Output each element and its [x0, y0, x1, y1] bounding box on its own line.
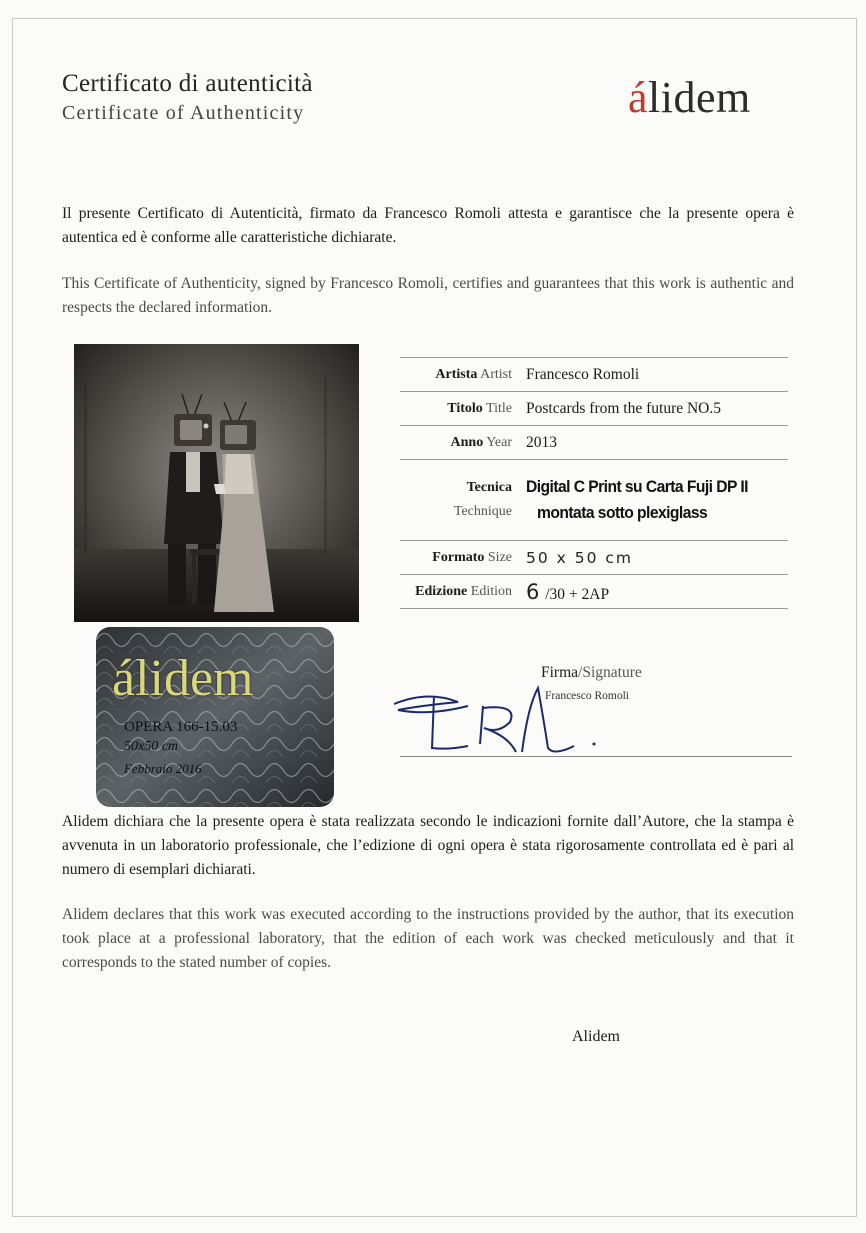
edition-value: [526, 580, 788, 604]
declaration-english: Alidem declares that this work was executed according to the instructions provided by the author, that its execution took place at a professional laboratory, that the edition of each work was checked meticulously and that it corresponds to the stated number of copies.: [62, 906, 794, 971]
hologram-sticker: [96, 627, 334, 807]
artist-value: Francesco Romoli: [526, 365, 640, 383]
hologram-line-1: OPERA 166-15.03: [124, 719, 238, 735]
title-value: Postcards from the future NO.5: [526, 399, 721, 417]
edition-label: Edizione Edition: [415, 583, 512, 599]
signature-line: [400, 756, 792, 757]
title-row: [400, 391, 788, 425]
hologram-line-3: Febbraio 2016: [124, 761, 202, 776]
hologram-logo: álidem: [112, 650, 254, 707]
technique-row: [400, 459, 788, 540]
signoff: Alidem: [572, 1028, 620, 1045]
size-row: [400, 540, 788, 574]
size-value: 50 x 50 cm: [526, 548, 634, 567]
intro-english: This Certificate of Authenticity, signed by Francesco Romoli, certifies and guarantees that this work is authentic and respects the declared information.: [62, 275, 794, 316]
alidem-logo: [628, 72, 751, 123]
technique-value: [526, 474, 788, 526]
artist-row: [400, 357, 788, 391]
logo-text: lidem: [648, 73, 751, 122]
logo-accent: á: [628, 73, 649, 122]
edition-total: /30 + 2AP: [545, 585, 610, 603]
size-label: Formato Size: [432, 549, 512, 565]
title-italian: Certificato di autenticità: [62, 70, 313, 97]
declaration-italian: Alidem dichiara che la presente opera è stata realizzata secondo le indicazioni fornite dall’Autore, che la stampa è avvenuta in un laboratorio professionale, che l’edizione di ogni opera è stata rigorosamente controllata ed è pari al numero di esemplari dichiarati.: [62, 813, 794, 878]
signature-name: Francesco Romoli: [545, 690, 629, 702]
year-label: Anno Year: [450, 434, 512, 450]
intro-italian: Il presente Certificato di Autenticità, firmato da Francesco Romoli attesta e garantisce che la presente opera è autentica ed è conforme alle caratteristiche dichiarate.: [62, 205, 794, 246]
technique-label: Tecnica Technique: [453, 480, 512, 519]
handwritten-signature: [388, 676, 618, 766]
title-english: Certificate of Authenticity: [62, 102, 305, 124]
artist-label: Artista Artist: [435, 366, 512, 382]
technique-line-1: Digital C Print su Carta Fuji DP II: [526, 477, 748, 496]
title-label: Titolo Title: [447, 400, 512, 416]
year-value: 2013: [526, 433, 557, 451]
signature-label: Firma/Signature: [541, 664, 642, 681]
details-table: [400, 357, 788, 609]
edition-number: 6: [526, 579, 542, 604]
hologram-line-2: 50x50 cm: [124, 739, 179, 754]
technique-line-2: montata sotto plexiglass: [537, 503, 708, 522]
edition-row: [400, 574, 788, 609]
year-row: [400, 425, 788, 459]
artwork-photo: [74, 344, 359, 622]
